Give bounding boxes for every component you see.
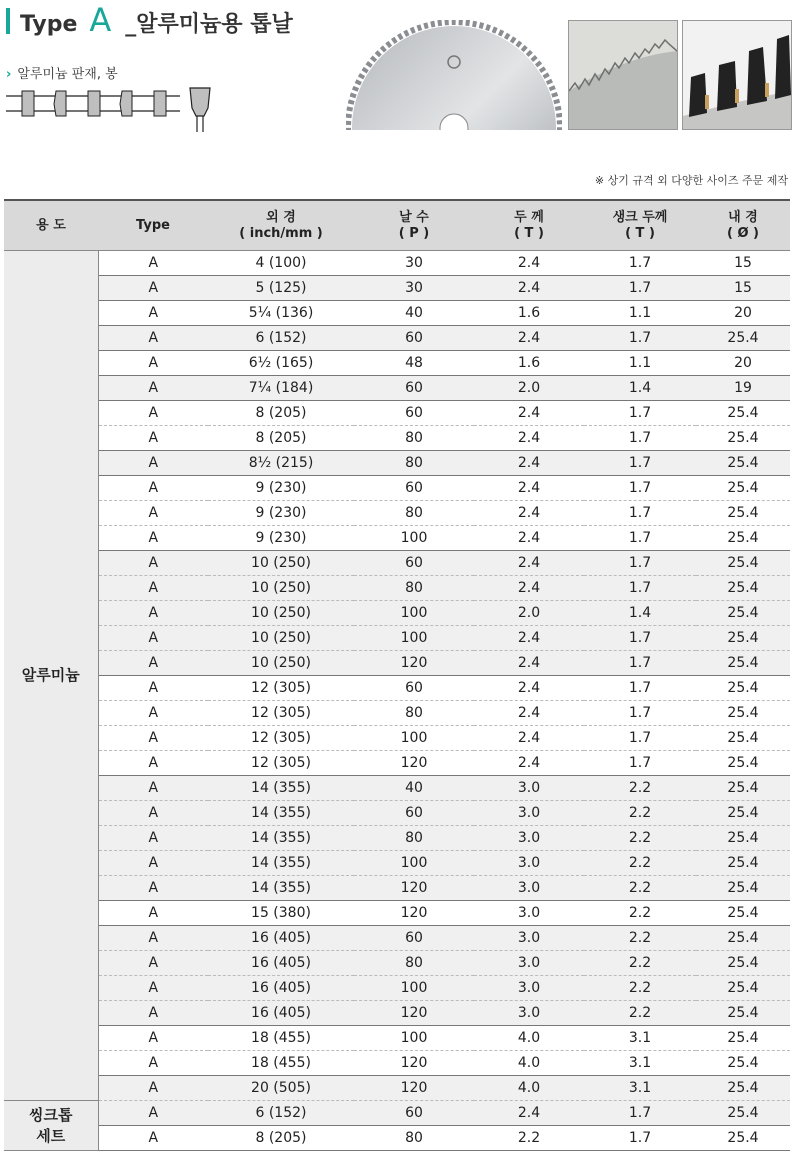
- cell-bore: 25.4: [696, 451, 790, 476]
- cell-shank-thickness: 2.2: [584, 976, 696, 1001]
- cell-bore: 25.4: [696, 1076, 790, 1101]
- page-title: [20, 1, 293, 39]
- table-row: [4, 751, 790, 776]
- cell-thickness: 2.4: [474, 501, 584, 526]
- cell-type: A: [98, 851, 208, 876]
- cell-type: A: [98, 1126, 208, 1151]
- cell-outer-diameter: 9 (230): [208, 476, 354, 501]
- cell-shank-thickness: 1.7: [584, 701, 696, 726]
- cell-type: A: [98, 351, 208, 376]
- cell-outer-diameter: 6 (152): [208, 326, 354, 351]
- table-row: [4, 651, 790, 676]
- cell-bore: 25.4: [696, 426, 790, 451]
- cell-thickness: 1.6: [474, 351, 584, 376]
- cell-teeth: 80: [354, 451, 474, 476]
- cell-shank-thickness: 2.2: [584, 876, 696, 901]
- cell-bore: 25.4: [696, 1126, 790, 1151]
- title-product-name: _알루미늄용 톱날: [125, 12, 293, 37]
- table-row: [4, 926, 790, 951]
- cell-thickness: 2.4: [474, 401, 584, 426]
- cell-outer-diameter: 7¼ (184): [208, 376, 354, 401]
- cell-teeth: 100: [354, 601, 474, 626]
- cell-type: A: [98, 976, 208, 1001]
- cell-bore: 25.4: [696, 801, 790, 826]
- cell-bore: 25.4: [696, 601, 790, 626]
- cell-teeth: 40: [354, 776, 474, 801]
- cell-type: A: [98, 826, 208, 851]
- cell-teeth: 120: [354, 1001, 474, 1026]
- cell-teeth: 60: [354, 401, 474, 426]
- cell-thickness: 2.4: [474, 526, 584, 551]
- cell-thickness: 3.0: [474, 1001, 584, 1026]
- cell-bore: 19: [696, 376, 790, 401]
- cell-thickness: 4.0: [474, 1076, 584, 1101]
- cell-thickness: 2.4: [474, 551, 584, 576]
- cell-teeth: 80: [354, 426, 474, 451]
- header-label: 용 도: [36, 217, 66, 233]
- table-row: [4, 1126, 790, 1151]
- cell-teeth: 80: [354, 701, 474, 726]
- table-row: [4, 901, 790, 926]
- cell-thickness: 2.4: [474, 1101, 584, 1126]
- cell-shank-thickness: 1.7: [584, 726, 696, 751]
- table-row: [4, 626, 790, 651]
- cell-teeth: 80: [354, 1126, 474, 1151]
- cell-teeth: 100: [354, 851, 474, 876]
- cell-shank-thickness: 1.7: [584, 1101, 696, 1126]
- cell-thickness: 3.0: [474, 776, 584, 801]
- cell-bore: 25.4: [696, 876, 790, 901]
- cell-teeth: 120: [354, 1051, 474, 1076]
- cell-teeth: 100: [354, 626, 474, 651]
- cell-bore: 25.4: [696, 651, 790, 676]
- header-label: 외 경: [266, 209, 296, 225]
- cell-bore: 25.4: [696, 726, 790, 751]
- cell-outer-diameter: 12 (305): [208, 676, 354, 701]
- cell-thickness: 3.0: [474, 901, 584, 926]
- cell-type: A: [98, 651, 208, 676]
- cell-type: A: [98, 701, 208, 726]
- cell-bore: 25.4: [696, 326, 790, 351]
- cell-outer-diameter: 15 (380): [208, 901, 354, 926]
- cell-outer-diameter: 8½ (215): [208, 451, 354, 476]
- table-row: [4, 826, 790, 851]
- table-row: [4, 351, 790, 376]
- cell-bore: 25.4: [696, 701, 790, 726]
- cell-type: A: [98, 301, 208, 326]
- header-unit: ( T ): [625, 225, 655, 241]
- saw-blade-photo: [346, 20, 562, 130]
- table-row: [4, 851, 790, 876]
- header-label: 날 수: [399, 209, 429, 225]
- cell-shank-thickness: 1.7: [584, 651, 696, 676]
- cell-outer-diameter: 9 (230): [208, 501, 354, 526]
- cell-teeth: 100: [354, 1026, 474, 1051]
- table-row: [4, 776, 790, 801]
- cell-type: A: [98, 376, 208, 401]
- cell-teeth: 60: [354, 926, 474, 951]
- custom-order-note: ※ 상기 규격 외 다양한 사이즈 주문 제작: [594, 174, 788, 187]
- table-row: [4, 801, 790, 826]
- cell-thickness: 3.0: [474, 851, 584, 876]
- cell-shank-thickness: 1.7: [584, 501, 696, 526]
- cell-bore: 25.4: [696, 776, 790, 801]
- cell-teeth: 120: [354, 651, 474, 676]
- cell-thickness: 2.4: [474, 701, 584, 726]
- cell-shank-thickness: 1.7: [584, 751, 696, 776]
- cell-shank-thickness: 2.2: [584, 851, 696, 876]
- cell-thickness: 4.0: [474, 1026, 584, 1051]
- cell-bore: 25.4: [696, 501, 790, 526]
- cell-teeth: 60: [354, 676, 474, 701]
- table-row: [4, 676, 790, 701]
- cell-outer-diameter: 14 (355): [208, 851, 354, 876]
- cell-thickness: 4.0: [474, 1051, 584, 1076]
- table-row: [4, 501, 790, 526]
- table-row: [4, 726, 790, 751]
- cell-teeth: 80: [354, 576, 474, 601]
- cell-outer-diameter: 6 (152): [208, 1101, 354, 1126]
- cell-type: A: [98, 751, 208, 776]
- table-row: [4, 1101, 790, 1126]
- cell-outer-diameter: 14 (355): [208, 826, 354, 851]
- cell-outer-diameter: 8 (205): [208, 401, 354, 426]
- cell-teeth: 80: [354, 826, 474, 851]
- cell-outer-diameter: 16 (405): [208, 1001, 354, 1026]
- cell-bore: 25.4: [696, 951, 790, 976]
- table-row: [4, 401, 790, 426]
- cell-type: A: [98, 1051, 208, 1076]
- cell-shank-thickness: 1.7: [584, 576, 696, 601]
- cell-teeth: 60: [354, 551, 474, 576]
- cell-bore: 25.4: [696, 476, 790, 501]
- table-row: [4, 451, 790, 476]
- header-thickness: [474, 200, 584, 251]
- header-unit: ( inch/mm ): [239, 225, 323, 241]
- cell-thickness: 2.4: [474, 251, 584, 276]
- cell-shank-thickness: 1.7: [584, 426, 696, 451]
- table-row: [4, 476, 790, 501]
- cell-teeth: 120: [354, 901, 474, 926]
- table-row: [4, 376, 790, 401]
- table-row: [4, 576, 790, 601]
- cell-outer-diameter: 14 (355): [208, 801, 354, 826]
- cell-outer-diameter: 4 (100): [208, 251, 354, 276]
- cell-bore: 25.4: [696, 526, 790, 551]
- cell-shank-thickness: 1.7: [584, 526, 696, 551]
- table-header-row: [4, 200, 790, 251]
- header-outer-diameter: [208, 200, 354, 251]
- title-type-word: Type: [20, 12, 78, 37]
- cell-bore: 25.4: [696, 976, 790, 1001]
- table-row: [4, 976, 790, 1001]
- cell-thickness: 3.0: [474, 876, 584, 901]
- header-usage: [4, 200, 98, 251]
- cell-shank-thickness: 1.7: [584, 1126, 696, 1151]
- cell-bore: 25.4: [696, 851, 790, 876]
- cell-teeth: 60: [354, 376, 474, 401]
- cell-thickness: 2.4: [474, 751, 584, 776]
- cell-outer-diameter: 14 (355): [208, 776, 354, 801]
- header-type: [98, 200, 208, 251]
- cell-bore: 20: [696, 351, 790, 376]
- chevron-right-icon: ›: [6, 67, 12, 82]
- table-row: [4, 1026, 790, 1051]
- cell-shank-thickness: 1.7: [584, 451, 696, 476]
- cell-type: A: [98, 776, 208, 801]
- cell-shank-thickness: 1.1: [584, 301, 696, 326]
- cell-shank-thickness: 2.2: [584, 776, 696, 801]
- cell-outer-diameter: 10 (250): [208, 626, 354, 651]
- header-unit: ( P ): [398, 225, 430, 241]
- table-row: [4, 526, 790, 551]
- tooth-profile-diagram: [4, 86, 214, 136]
- cell-thickness: 2.4: [474, 576, 584, 601]
- cell-bore: 25.4: [696, 751, 790, 776]
- cell-shank-thickness: 1.7: [584, 276, 696, 301]
- cell-shank-thickness: 3.1: [584, 1026, 696, 1051]
- cell-type: A: [98, 1101, 208, 1126]
- header-unit: ( T ): [514, 225, 544, 241]
- cell-thickness: 3.0: [474, 926, 584, 951]
- table-row: [4, 276, 790, 301]
- cell-teeth: 60: [354, 1101, 474, 1126]
- table-row: [4, 876, 790, 901]
- cell-thickness: 2.2: [474, 1126, 584, 1151]
- cell-type: A: [98, 676, 208, 701]
- table-row: [4, 601, 790, 626]
- cell-type: A: [98, 901, 208, 926]
- cell-shank-thickness: 2.2: [584, 826, 696, 851]
- cell-shank-thickness: 2.2: [584, 1001, 696, 1026]
- cell-outer-diameter: 6½ (165): [208, 351, 354, 376]
- cell-outer-diameter: 10 (250): [208, 601, 354, 626]
- cell-type: A: [98, 1076, 208, 1101]
- cell-type: A: [98, 926, 208, 951]
- cell-shank-thickness: 1.7: [584, 676, 696, 701]
- cell-outer-diameter: 14 (355): [208, 876, 354, 901]
- cell-shank-thickness: 1.7: [584, 251, 696, 276]
- cell-type: A: [98, 526, 208, 551]
- cell-bore: 25.4: [696, 1101, 790, 1126]
- cell-thickness: 2.4: [474, 326, 584, 351]
- cell-shank-thickness: 1.7: [584, 626, 696, 651]
- cell-teeth: 120: [354, 876, 474, 901]
- cell-bore: 25.4: [696, 1026, 790, 1051]
- cell-type: A: [98, 876, 208, 901]
- title-accent-bar: [6, 8, 10, 34]
- cell-type: A: [98, 576, 208, 601]
- cell-outer-diameter: 16 (405): [208, 976, 354, 1001]
- cell-teeth: 100: [354, 526, 474, 551]
- table-row: [4, 1001, 790, 1026]
- cell-thickness: 3.0: [474, 826, 584, 851]
- cell-outer-diameter: 5¼ (136): [208, 301, 354, 326]
- cell-type: A: [98, 1001, 208, 1026]
- cell-shank-thickness: 1.7: [584, 476, 696, 501]
- cell-shank-thickness: 1.7: [584, 326, 696, 351]
- cell-thickness: 3.0: [474, 976, 584, 1001]
- cell-thickness: 3.0: [474, 801, 584, 826]
- cell-type: A: [98, 326, 208, 351]
- cell-type: A: [98, 501, 208, 526]
- cell-bore: 25.4: [696, 1001, 790, 1026]
- cell-teeth: 100: [354, 976, 474, 1001]
- cell-type: A: [98, 1026, 208, 1051]
- cell-shank-thickness: 2.2: [584, 951, 696, 976]
- header-label: 내 경: [728, 209, 758, 225]
- cell-type: A: [98, 801, 208, 826]
- cell-bore: 25.4: [696, 826, 790, 851]
- header-label: Type: [136, 217, 170, 233]
- cell-bore: 25.4: [696, 401, 790, 426]
- cell-bore: 25.4: [696, 1051, 790, 1076]
- cell-shank-thickness: 1.1: [584, 351, 696, 376]
- cell-thickness: 2.0: [474, 601, 584, 626]
- cell-shank-thickness: 2.2: [584, 901, 696, 926]
- cell-outer-diameter: 20 (505): [208, 1076, 354, 1101]
- table-row: [4, 1051, 790, 1076]
- usage-category: 씽크톱 세트: [4, 1101, 98, 1151]
- cell-teeth: 100: [354, 726, 474, 751]
- cell-outer-diameter: 12 (305): [208, 726, 354, 751]
- table-row: [4, 701, 790, 726]
- cell-shank-thickness: 3.1: [584, 1076, 696, 1101]
- cell-outer-diameter: 12 (305): [208, 751, 354, 776]
- cell-type: A: [98, 276, 208, 301]
- cell-teeth: 60: [354, 476, 474, 501]
- cell-shank-thickness: 1.7: [584, 551, 696, 576]
- header-label: 생크 두께: [612, 209, 668, 225]
- cell-bore: 25.4: [696, 551, 790, 576]
- application-line: [6, 63, 118, 82]
- cell-type: A: [98, 426, 208, 451]
- cell-bore: 25.4: [696, 626, 790, 651]
- table-row: [4, 326, 790, 351]
- cell-shank-thickness: 3.1: [584, 1051, 696, 1076]
- cell-teeth: 48: [354, 351, 474, 376]
- cell-shank-thickness: 1.4: [584, 376, 696, 401]
- cell-type: A: [98, 451, 208, 476]
- cell-teeth: 80: [354, 951, 474, 976]
- cell-thickness: 2.4: [474, 426, 584, 451]
- cell-outer-diameter: 10 (250): [208, 551, 354, 576]
- tooth-detail-photo: [682, 20, 792, 130]
- cell-outer-diameter: 8 (205): [208, 1126, 354, 1151]
- cell-shank-thickness: 1.4: [584, 601, 696, 626]
- cell-teeth: 120: [354, 1076, 474, 1101]
- cell-bore: 15: [696, 276, 790, 301]
- cell-type: A: [98, 476, 208, 501]
- header-unit: ( Ø ): [727, 225, 759, 241]
- cell-bore: 25.4: [696, 901, 790, 926]
- cell-type: A: [98, 551, 208, 576]
- cell-teeth: 30: [354, 276, 474, 301]
- application-text: 알루미늄 판재, 봉: [17, 67, 118, 82]
- header-label: 두 께: [514, 209, 544, 225]
- cell-thickness: 2.4: [474, 276, 584, 301]
- spec-table: [4, 199, 790, 1151]
- cell-teeth: 80: [354, 501, 474, 526]
- cell-thickness: 2.4: [474, 651, 584, 676]
- cell-thickness: 2.4: [474, 451, 584, 476]
- title-type-letter: A: [89, 1, 112, 39]
- cell-teeth: 60: [354, 326, 474, 351]
- header-teeth: [354, 200, 474, 251]
- table-row: [4, 951, 790, 976]
- cell-thickness: 2.4: [474, 626, 584, 651]
- cell-thickness: 2.0: [474, 376, 584, 401]
- cell-teeth: 40: [354, 301, 474, 326]
- cell-shank-thickness: 2.2: [584, 926, 696, 951]
- cell-outer-diameter: 5 (125): [208, 276, 354, 301]
- table-row: [4, 251, 790, 276]
- table-row: [4, 426, 790, 451]
- cell-type: A: [98, 726, 208, 751]
- usage-category: 알루미늄: [4, 251, 98, 1101]
- header-shank-thickness: [584, 200, 696, 251]
- cell-shank-thickness: 1.7: [584, 401, 696, 426]
- cell-type: A: [98, 251, 208, 276]
- cell-outer-diameter: 10 (250): [208, 576, 354, 601]
- cell-thickness: 1.6: [474, 301, 584, 326]
- cell-teeth: 120: [354, 751, 474, 776]
- cell-outer-diameter: 18 (455): [208, 1026, 354, 1051]
- cell-type: A: [98, 401, 208, 426]
- cell-thickness: 2.4: [474, 726, 584, 751]
- cell-bore: 20: [696, 301, 790, 326]
- cell-thickness: 3.0: [474, 951, 584, 976]
- cell-outer-diameter: 16 (405): [208, 951, 354, 976]
- header-bore: [696, 200, 790, 251]
- cell-outer-diameter: 9 (230): [208, 526, 354, 551]
- cell-teeth: 30: [354, 251, 474, 276]
- cell-outer-diameter: 8 (205): [208, 426, 354, 451]
- cell-bore: 25.4: [696, 676, 790, 701]
- cell-shank-thickness: 2.2: [584, 801, 696, 826]
- tooth-closeup-photo: [568, 20, 678, 130]
- table-row: [4, 301, 790, 326]
- cell-bore: 25.4: [696, 926, 790, 951]
- cell-type: A: [98, 626, 208, 651]
- cell-bore: 15: [696, 251, 790, 276]
- table-row: [4, 1076, 790, 1101]
- cell-type: A: [98, 951, 208, 976]
- cell-outer-diameter: 10 (250): [208, 651, 354, 676]
- cell-thickness: 2.4: [474, 476, 584, 501]
- cell-type: A: [98, 601, 208, 626]
- cell-thickness: 2.4: [474, 676, 584, 701]
- cell-outer-diameter: 16 (405): [208, 926, 354, 951]
- cell-bore: 25.4: [696, 576, 790, 601]
- table-row: [4, 551, 790, 576]
- cell-outer-diameter: 12 (305): [208, 701, 354, 726]
- cell-teeth: 60: [354, 801, 474, 826]
- cell-outer-diameter: 18 (455): [208, 1051, 354, 1076]
